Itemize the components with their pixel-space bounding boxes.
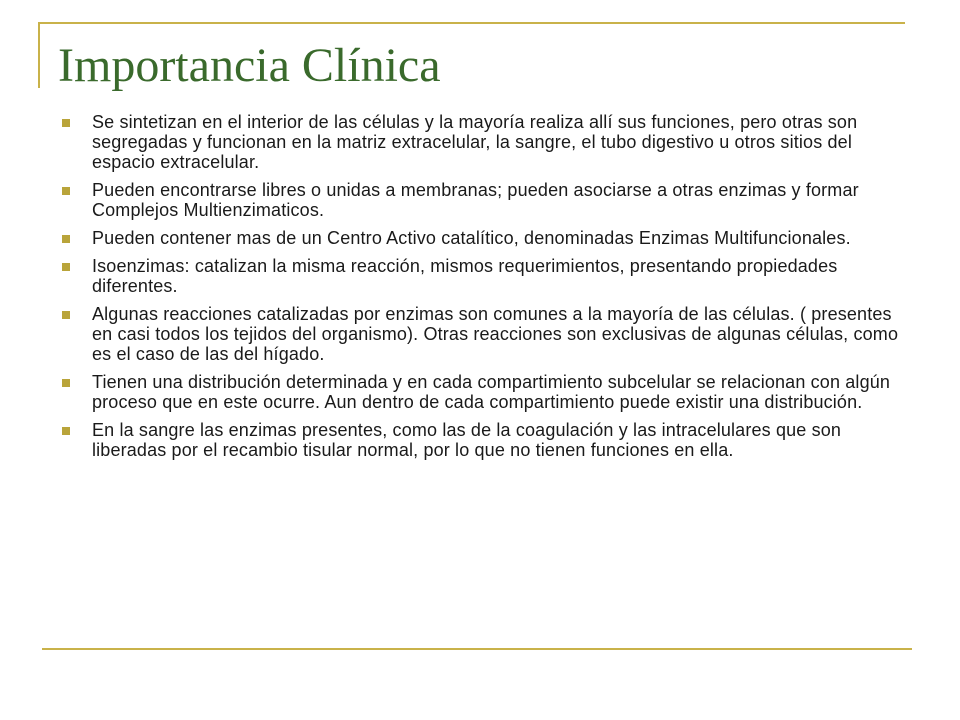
square-bullet-icon xyxy=(62,427,70,435)
bullet-text: Se sintetizan en el interior de las células y la mayoría realiza allí sus funciones, pero otras son segregadas y funcionan en la matriz extracelular, la sangre, el tubo digestivo u otros sitios del espacio extracelular. xyxy=(92,112,858,172)
square-bullet-icon xyxy=(62,379,70,387)
square-bullet-icon xyxy=(62,187,70,195)
bullet-text: Pueden contener mas de un Centro Activo catalítico, denominadas Enzimas Multifuncionales. xyxy=(92,228,851,248)
bullet-text: Algunas reacciones catalizadas por enzimas son comunes a la mayoría de las células. ( presentes en casi todos los tejidos del organismo). Otras reacciones son exclusivas de algunas células, como es el caso de las del hígado. xyxy=(92,304,899,364)
bullet-item xyxy=(58,420,908,460)
bullet-item xyxy=(58,304,908,364)
bullet-list xyxy=(58,112,908,468)
bottom-rule xyxy=(42,648,912,650)
bullet-item xyxy=(58,372,908,412)
square-bullet-icon xyxy=(62,119,70,127)
bullet-item xyxy=(58,256,908,296)
left-rule xyxy=(38,22,40,88)
bullet-text: En la sangre las enzimas presentes, como las de la coagulación y las intracelulares que son liberadas por el recambio tisular normal, por lo que no tienen funciones en ella. xyxy=(92,420,842,460)
bullet-item xyxy=(58,180,908,220)
square-bullet-icon xyxy=(62,235,70,243)
bullet-text: Isoenzimas: catalizan la misma reacción, mismos requerimientos, presentando propiedades diferentes. xyxy=(92,256,838,296)
bullet-text: Tienen una distribución determinada y en cada compartimiento subcelular se relacionan con algún proceso que en este ocurre. Aun dentro de cada compartimiento puede existir una distribución. xyxy=(92,372,891,412)
square-bullet-icon xyxy=(62,311,70,319)
bullet-text: Pueden encontrarse libres o unidas a membranas; pueden asociarse a otras enzimas y formar Complejos Multienzimaticos. xyxy=(92,180,859,220)
bullet-item xyxy=(58,228,908,248)
top-rule xyxy=(38,22,905,24)
slide-title: Importancia Clínica xyxy=(58,39,441,92)
square-bullet-icon xyxy=(62,263,70,271)
bullet-item xyxy=(58,112,908,172)
